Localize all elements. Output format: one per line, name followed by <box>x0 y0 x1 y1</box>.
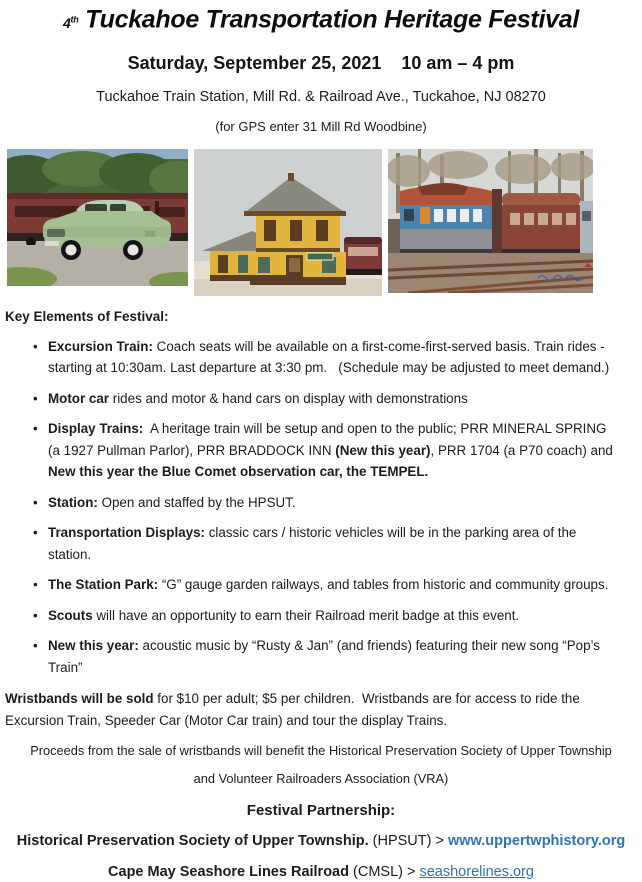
bullet-item <box>33 522 617 565</box>
page-title <box>0 2 642 40</box>
bullet-text: The Station Park: “G” gauge garden railways, and tables from historic and community groups. <box>48 577 609 593</box>
bullet-text: Excursion Train: Coach seats will be available on a first-come-first-served basis. Train rides - starting at 10:30am. Last departure at 3:30 pm. (Schedule may be adjusted to meet demand.) <box>48 338 610 376</box>
key-elements-section <box>0 309 642 679</box>
bullet-item <box>33 635 617 678</box>
bullet-text: Transportation Displays: classic cars / historic vehicles will be in the parking area of the station. <box>48 525 581 562</box>
location-line: Tuckahoe Train Station, Mill Rd. & Railroad Ave., Tuckahoe, NJ 08270 <box>96 88 546 105</box>
photo-classic-car-and-train <box>7 149 188 286</box>
link[interactable]: www.uppertwphistory.org <box>447 833 626 850</box>
link[interactable]: seashorelines.org <box>419 864 534 881</box>
proceeds-line-1: Proceeds from the sale of wristbands will benefit the Historical Preservation Society of Upper Township <box>30 743 612 759</box>
partnership-heading: Festival Partnership: <box>246 802 396 820</box>
photo-strip <box>7 149 642 296</box>
proceeds-line-2: and Volunteer Railroaders Association (VRA) <box>193 771 449 787</box>
bullet-item <box>33 605 617 627</box>
edition-ordinal: 4th <box>63 14 79 31</box>
photo-station-building <box>194 149 382 296</box>
bullet-item <box>33 336 617 379</box>
bullet-text: Station: Open and staffed by the HPSUT. <box>48 494 296 510</box>
bullet-text: Scouts will have an opportunity to earn their Railroad merit badge at this event. <box>48 607 520 623</box>
bullet-text: New this year: acoustic music by “Rusty & Jan” (and friends) featuring their new song “Pop’s Train” <box>48 638 604 675</box>
bullet-item <box>33 492 617 514</box>
gps-line: (for GPS enter 31 Mill Rd Woodbine) <box>215 118 427 134</box>
bullet-text: Display Trains: A heritage train will be setup and open to the public; PRR MINERAL SPRING (a 1927 Pullman Parlor), PRR BRADDOCK INN (New this year), PRR 1704 (a P70 coach) and New this year the Blue Comet observation car, the TEMPEL. <box>48 421 617 480</box>
cmsl-partner-line: Cape May Seashore Lines Railroad (CMSL) > seashorelines.org <box>108 864 534 881</box>
flyer-header <box>0 2 642 135</box>
wristbands-paragraph: Wristbands will be sold for $10 per adult; $5 per children. Wristbands are for access to ride the Excursion Train, Speeder Car (Motor Car train) and tour the display Trains. <box>5 691 584 728</box>
hpsut-partner-line: Historical Preservation Society of Upper Township. (HPSUT) > www.uppertwphistory.org <box>16 833 626 850</box>
date-line: Saturday, September 25, 2021 10 am – 4 pm <box>127 52 515 73</box>
key-elements-heading: Key Elements of Festival: <box>5 308 169 324</box>
bullet-item <box>33 418 617 483</box>
flyer-page <box>0 2 642 881</box>
bullet-text: Motor car rides and motor & hand cars on display with demonstrations <box>48 390 468 406</box>
bullet-item <box>33 388 617 410</box>
key-elements-list <box>33 336 617 679</box>
page-title-text: Tuckahoe Transportation Heritage Festival <box>85 5 579 34</box>
photo-heritage-rail-cars <box>388 149 593 293</box>
bullet-item <box>33 574 617 596</box>
